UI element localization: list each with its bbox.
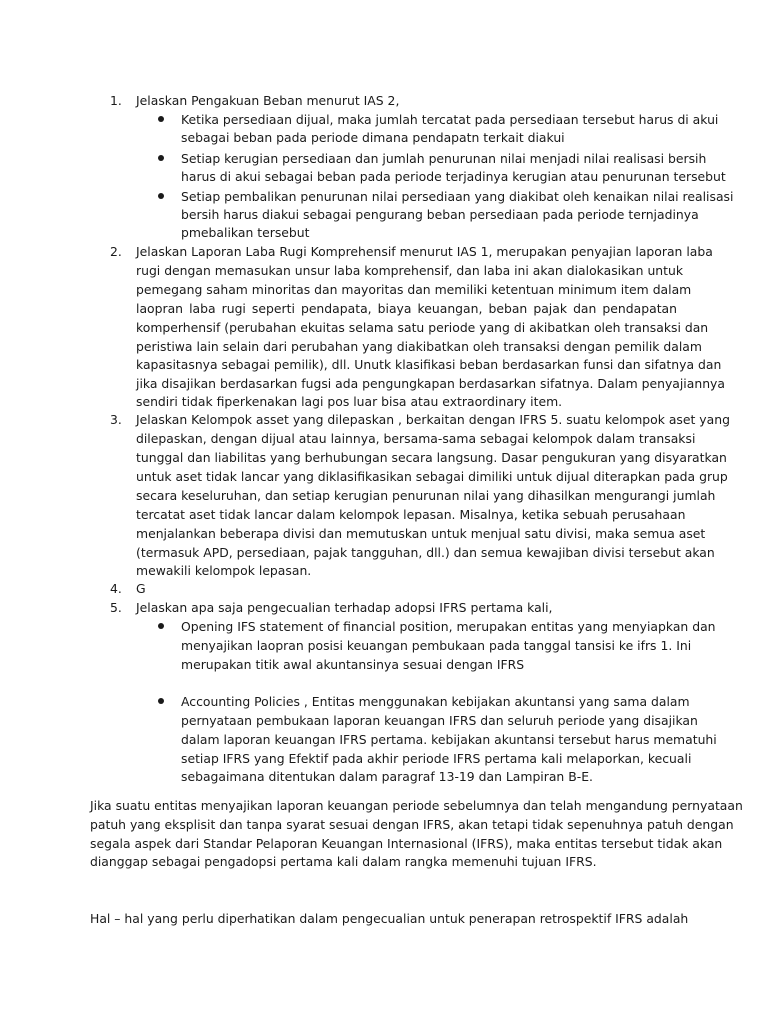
item-text: kapasitasnya sebagai pemilik), dll. Unutk klasifikasi beban berdasarkan funsi dan sifatnya dan [136,357,722,372]
paragraph-text: dianggap sebagai pengadopsi pertama kali dalam rangka memenuhi tujuan IFRS. [90,854,597,869]
item-text: tercatat aset tidak lancar dalam kelompok lepasan. Misalnya, ketika sebuah perusahaan [136,507,686,522]
bullet-text: harus di akui sebagai beban pada periode terjadinya kerugian atau penurunan tersebut [181,169,726,184]
item-text: Jelaskan Laporan Laba Rugi Komprehensif menurut IAS 1, merupakan penyajian laporan laba [136,244,713,259]
item-text: sendiri tidak fiperkenakan lagi pos luar bisa atau extraordinary item. [136,394,563,409]
item-number: 1. [110,93,122,108]
item-text: G [136,581,146,596]
item-number: 5. [110,600,122,615]
item-text: (termasuk APD, persediaan, pajak tangguhan, dll.) dan semua kewajiban divisi tersebut akan [136,545,715,560]
bullet-text: setiap IFRS yang Efektif pada akhir periode IFRS pertama kali melaporkan, kecuali [181,751,692,766]
bullet-text: menyajikan laopran posisi keuangan pembukaan pada tanggal tansisi ke ifrs 1. Ini [181,638,692,653]
bullet-icon [158,155,164,161]
item-text: secara keseluruhan, dan setiap kerugian penurunan nilai yang dihasilkan mengurangi jumlah [136,488,716,503]
paragraph-text: segala aspek dari Standar Pelaporan Keuangan Internasional (IFRS), maka entitas tersebut tidak akan [90,836,723,851]
bullet-icon [158,193,164,199]
bullet-text: dalam laporan keuangan IFRS pertama. kebijakan akuntansi tersebut harus mematuhi [181,732,717,747]
bullet-text: Setiap pembalikan penurunan nilai persediaan yang diakibat oleh kenaikan nilai realisasi [181,189,734,204]
item-number: 4. [110,581,122,596]
bullet-text: Ketika persediaan dijual, maka jumlah tercatat pada persediaan tersebut harus di akui [181,112,719,127]
bullet-text: Opening IFS statement of financial position, merupakan entitas yang menyiapkan dan [181,619,716,634]
item-number: 3. [110,412,122,427]
bullet-icon [158,623,164,629]
item-text: mewakili kelompok lepasan. [136,563,312,578]
item-text: Jelaskan Kelompok asset yang dilepaskan , berkaitan dengan IFRS 5. suatu kelompok aset yang [136,412,730,427]
bullet-icon [158,116,164,122]
item-text: laopran laba rugi seperti pendapata, biaya keuangan, beban pajak dan pendapatan [136,301,677,316]
bullet-text: merupakan titik awal akuntansinya sesuai dengan IFRS [181,657,525,672]
paragraph-text: patuh yang eksplisit dan tanpa syarat sesuai dengan IFRS, akan tetapi tidak sepenuhnya patuh dengan [90,817,734,832]
item-heading: Jelaskan apa saja pengecualian terhadap adopsi IFRS pertama kali, [136,600,553,615]
item-text: pemegang saham minoritas dan mayoritas dan memiliki ketentuan minimum item dalam [136,282,692,297]
bullet-text: Setiap kerugian persediaan dan jumlah penurunan nilai menjadi nilai realisasi bersih [181,151,707,166]
paragraph-text: Hal – hal yang perlu diperhatikan dalam pengecualian untuk penerapan retrospektif IFRS adalah [90,911,689,926]
bullet-icon [158,698,164,704]
bullet-text: sebagaimana ditentukan dalam paragraf 13-19 dan Lampiran B-E. [181,769,593,784]
item-text: tunggal dan liabilitas yang berhubungan secara langsung. Dasar pengukuran yang disyaratkan [136,450,727,465]
item-text: untuk aset tidak lancar yang diklasifikasikan sebagai dimiliki untuk dijual diterapkan pada grup [136,469,728,484]
item-heading: Jelaskan Pengakuan Beban menurut IAS 2, [136,93,400,108]
item-text: dilepaskan, dengan dijual atau lainnya, bersama-sama sebagai kelompok dalam transaksi [136,431,696,446]
bullet-text: Accounting Policies , Entitas menggunakan kebijakan akuntansi yang sama dalam [181,694,690,709]
item-text: komperhensif (perubahan ekuitas selama satu periode yang di akibatkan oleh transaksi dan [136,320,709,335]
item-text: jika disajikan berdasarkan fugsi ada pengungkapan berdasarkan sifatnya. Dalam penyajiannya [136,376,725,391]
item-text: rugi dengan memasukan unsur laba komprehensif, dan laba ini akan dialokasikan untuk [136,263,684,278]
bullet-text: bersih harus diakui sebagai pengurang beban persediaan pada periode ternjadinya [181,207,699,222]
bullet-text: pmebalikan tersebut [181,225,310,240]
item-text: menjalankan beberapa divisi dan memutuskan untuk menjual satu divisi, maka semua aset [136,526,706,541]
item-text: peristiwa lain selain dari perubahan yang diakibatkan oleh transaksi dengan pemilik dalam [136,339,702,354]
item-number: 2. [110,244,122,259]
paragraph-text: Jika suatu entitas menyajikan laporan keuangan periode sebelumnya dan telah mengandung pernyataan [90,798,743,813]
bullet-text: sebagai beban pada periode dimana pendapatn terkait diakui [181,130,565,145]
bullet-text: pernyataan pembukaan laporan keuangan IFRS dan seluruh periode yang disajikan [181,713,698,728]
